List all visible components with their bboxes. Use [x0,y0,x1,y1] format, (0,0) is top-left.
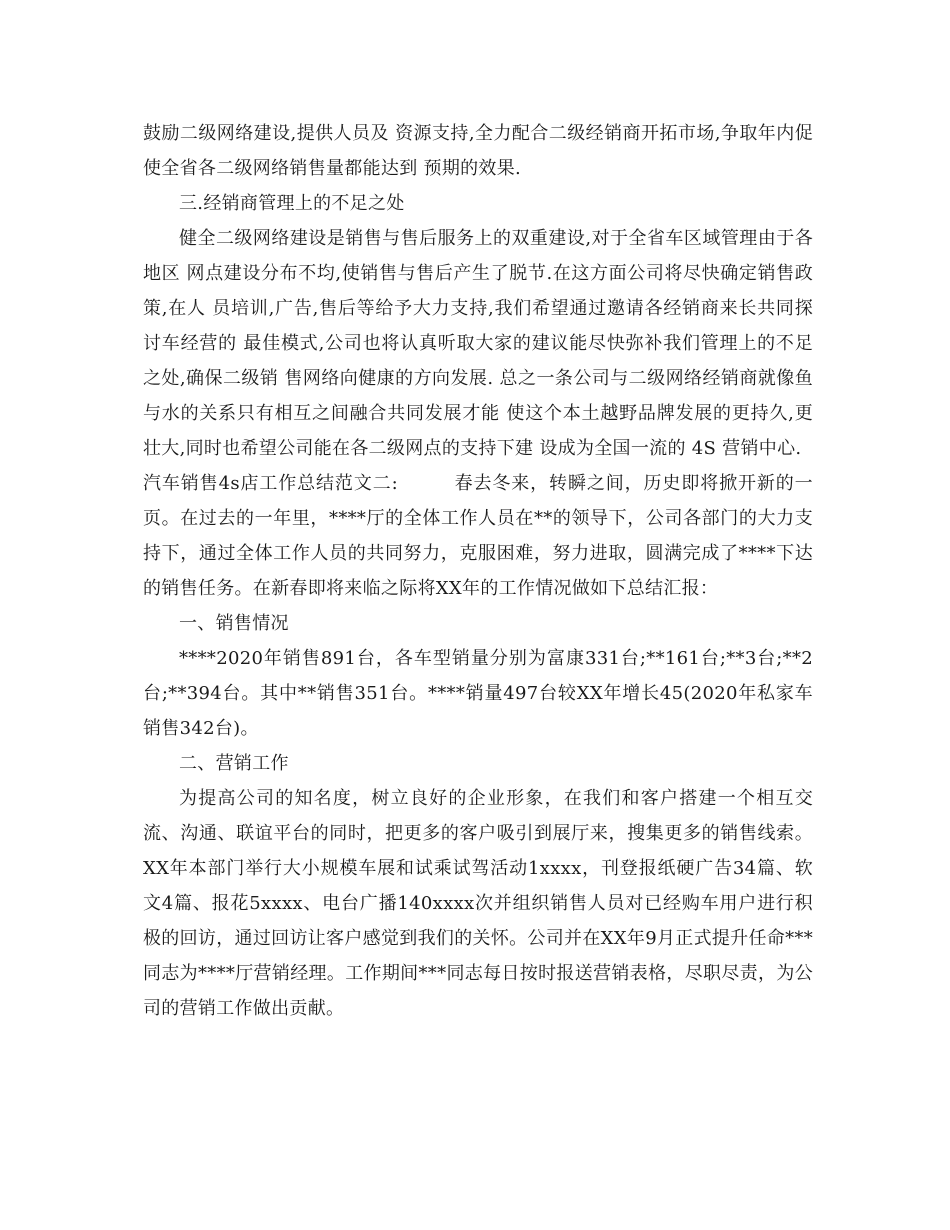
paragraph-network-support: 鼓励二级网络建设,提供人员及 资源支持,全力配合二级经销商开拓市场,争取年内促使全省各二级网络销售量都能达到 预期的效果. [143,123,813,179]
heading-dealer-shortcomings: 三.经销商管理上的不足之处 [179,193,405,214]
sample-two-intro: 春去冬来，转瞬之间，历史即将掀开新的一页。在过去的一年里，****厅的全体工作人员在**的领导下，公司各部门的大力支持下，通过全体工作人员的共同努力，克服困难，努力进取，圆满完成了****下达的销售任务。在新春即将来临之际将XX年的工作情况做如下总结汇报： [143,473,813,599]
paragraph-sales-figures: ****2020年销售891台，各车型销量分别为富康331台;**161台;**3台;**2台;**394台。其中**销售351台。****销量497台较XX年增长45(2020年私家车销售342台)。 [143,648,813,739]
heading-sales-situation: 一、销售情况 [179,613,289,634]
heading-marketing-work: 二、营销工作 [179,753,289,774]
paragraph-sample-two [143,466,813,606]
paragraph-dealer-management: 健全二级网络建设是销售与售后服务上的双重建设,对于全省车区域管理由于各地区 网点建设分布不均,使销售与售后产生了脱节.在这方面公司将尽快确定销售政策,在人 员培训,广告,售后等给予大力支持,我们希望通过邀请各经销商来长共同探讨车经营的 最佳模式,公司也将认真听取大家的建议能尽快弥补我们管理上的不足之处,确保二级销 售网络向健康的方向发展. 总之一条公司与二级网络经销商就像鱼与水的关系只有相互之间融合共同发展才能 使这个本土越野品牌发展的更持久,更壮大,同时也希望公司能在各二级网点的支持下建 设成为全国一流的 4S 营销中心. [143,228,813,459]
document-body [143,116,813,1026]
sample-two-title: 汽车销售4s店工作总结范文二: [143,473,398,494]
paragraph-marketing-activities: 为提高公司的知名度，树立良好的企业形象，在我们和客户搭建一个相互交流、沟通、联谊平台的同时，把更多的客户吸引到展厅来，搜集更多的销售线索。XX年本部门举行大小规模车展和试乘试驾活动1xxxx，刊登报纸硬广告34篇、软文4篇、报花5xxxx、电台广播140xxxx次并组织销售人员对已经购车用户进行积极的回访，通过回访让客户感觉到我们的关怀。公司并在XX年9月正式提升任命***同志为****厅营销经理。工作期间***同志每日按时报送营销表格，尽职尽责，为公司的营销工作做出贡献。 [143,788,813,1019]
